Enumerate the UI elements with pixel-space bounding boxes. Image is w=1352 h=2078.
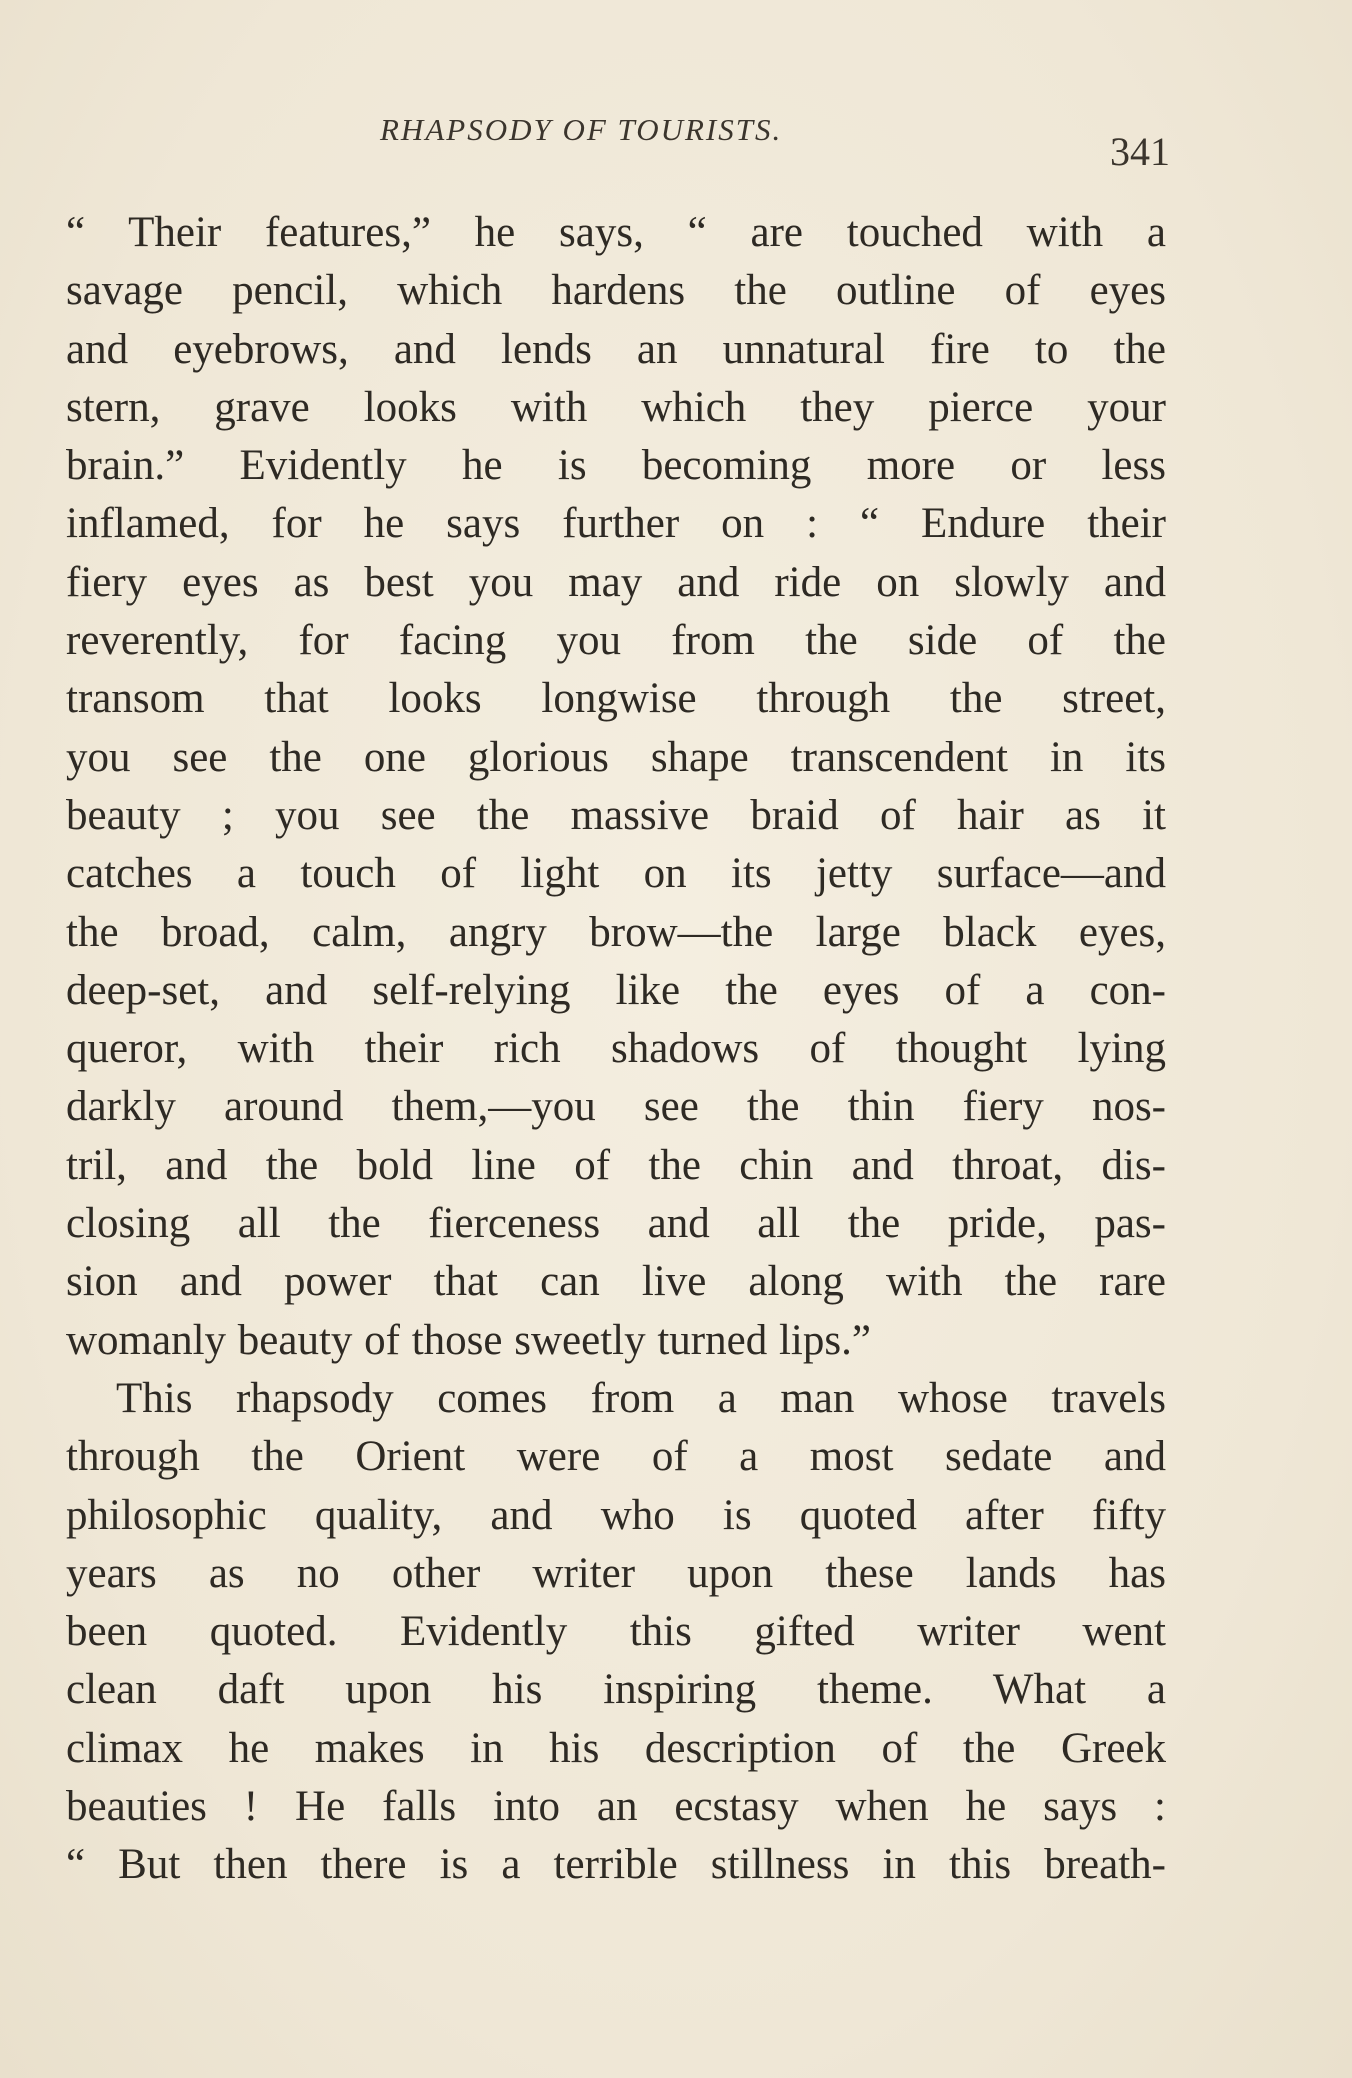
text-line: philosophic quality, and who is quoted after fifty — [66, 1491, 1166, 1539]
text-line: through the Orient were of a most sedate and — [66, 1433, 1166, 1481]
text-line: sion and power that can live along with the rare — [66, 1258, 1166, 1306]
text-line: darkly around them,—you see the thin fiery nos- — [66, 1083, 1166, 1131]
text-line: closing all the fierceness and all the pride, pas- — [66, 1200, 1166, 1248]
text-line: beauties ! He falls into an ecstasy when he says : — [66, 1783, 1166, 1831]
text-line: clean daft upon his inspiring theme. What a — [66, 1666, 1166, 1714]
text-line: stern, grave looks with which they pierce your — [66, 383, 1166, 431]
text-line: brain.” Evidently he is becoming more or less — [66, 442, 1166, 490]
text-line: This rhapsody comes from a man whose travels — [116, 1374, 1166, 1422]
running-title: RHAPSODY OF TOURISTS. — [380, 112, 783, 147]
text-line: tril, and the bold line of the chin and throat, dis- — [66, 1141, 1166, 1189]
text-line: and eyebrows, and lends an unnatural fire to the — [66, 325, 1166, 373]
text-line: catches a touch of light on its jetty surface—and — [66, 850, 1166, 898]
text-line: “ Their features,” he says, “ are touched with a — [66, 209, 1166, 256]
text-line: transom that looks longwise through the street, — [66, 675, 1166, 723]
page-number: 341 — [1110, 129, 1170, 174]
text-line: the broad, calm, angry brow—the large black eyes, — [66, 908, 1166, 956]
text-line: you see the one glorious shape transcendent in its — [66, 733, 1166, 781]
text-line: climax he makes in his description of the Greek — [66, 1724, 1166, 1772]
text-line: deep-set, and self-relying like the eyes of a con- — [66, 966, 1166, 1014]
text-line: reverently, for facing you from the side of the — [66, 617, 1166, 665]
text-line: savage pencil, which hardens the outline of eyes — [66, 267, 1166, 315]
text-line: womanly beauty of those sweetly turned lips.” — [66, 1316, 871, 1364]
text-line: years as no other writer upon these lands has — [66, 1549, 1166, 1597]
body-text — [66, 204, 1166, 1895]
running-head — [0, 112, 1352, 174]
text-line: “ But then there is a terrible stillness in this breath- — [66, 1841, 1166, 1889]
text-line: queror, with their rich shadows of thought lying — [66, 1025, 1166, 1073]
text-line: inflamed, for he says further on : “ Endure their — [66, 500, 1166, 548]
text-line: been quoted. Evidently this gifted writer went — [66, 1608, 1166, 1656]
text-line: fiery eyes as best you may and ride on slowly and — [66, 558, 1166, 606]
text-line: beauty ; you see the massive braid of hair as it — [66, 791, 1166, 839]
